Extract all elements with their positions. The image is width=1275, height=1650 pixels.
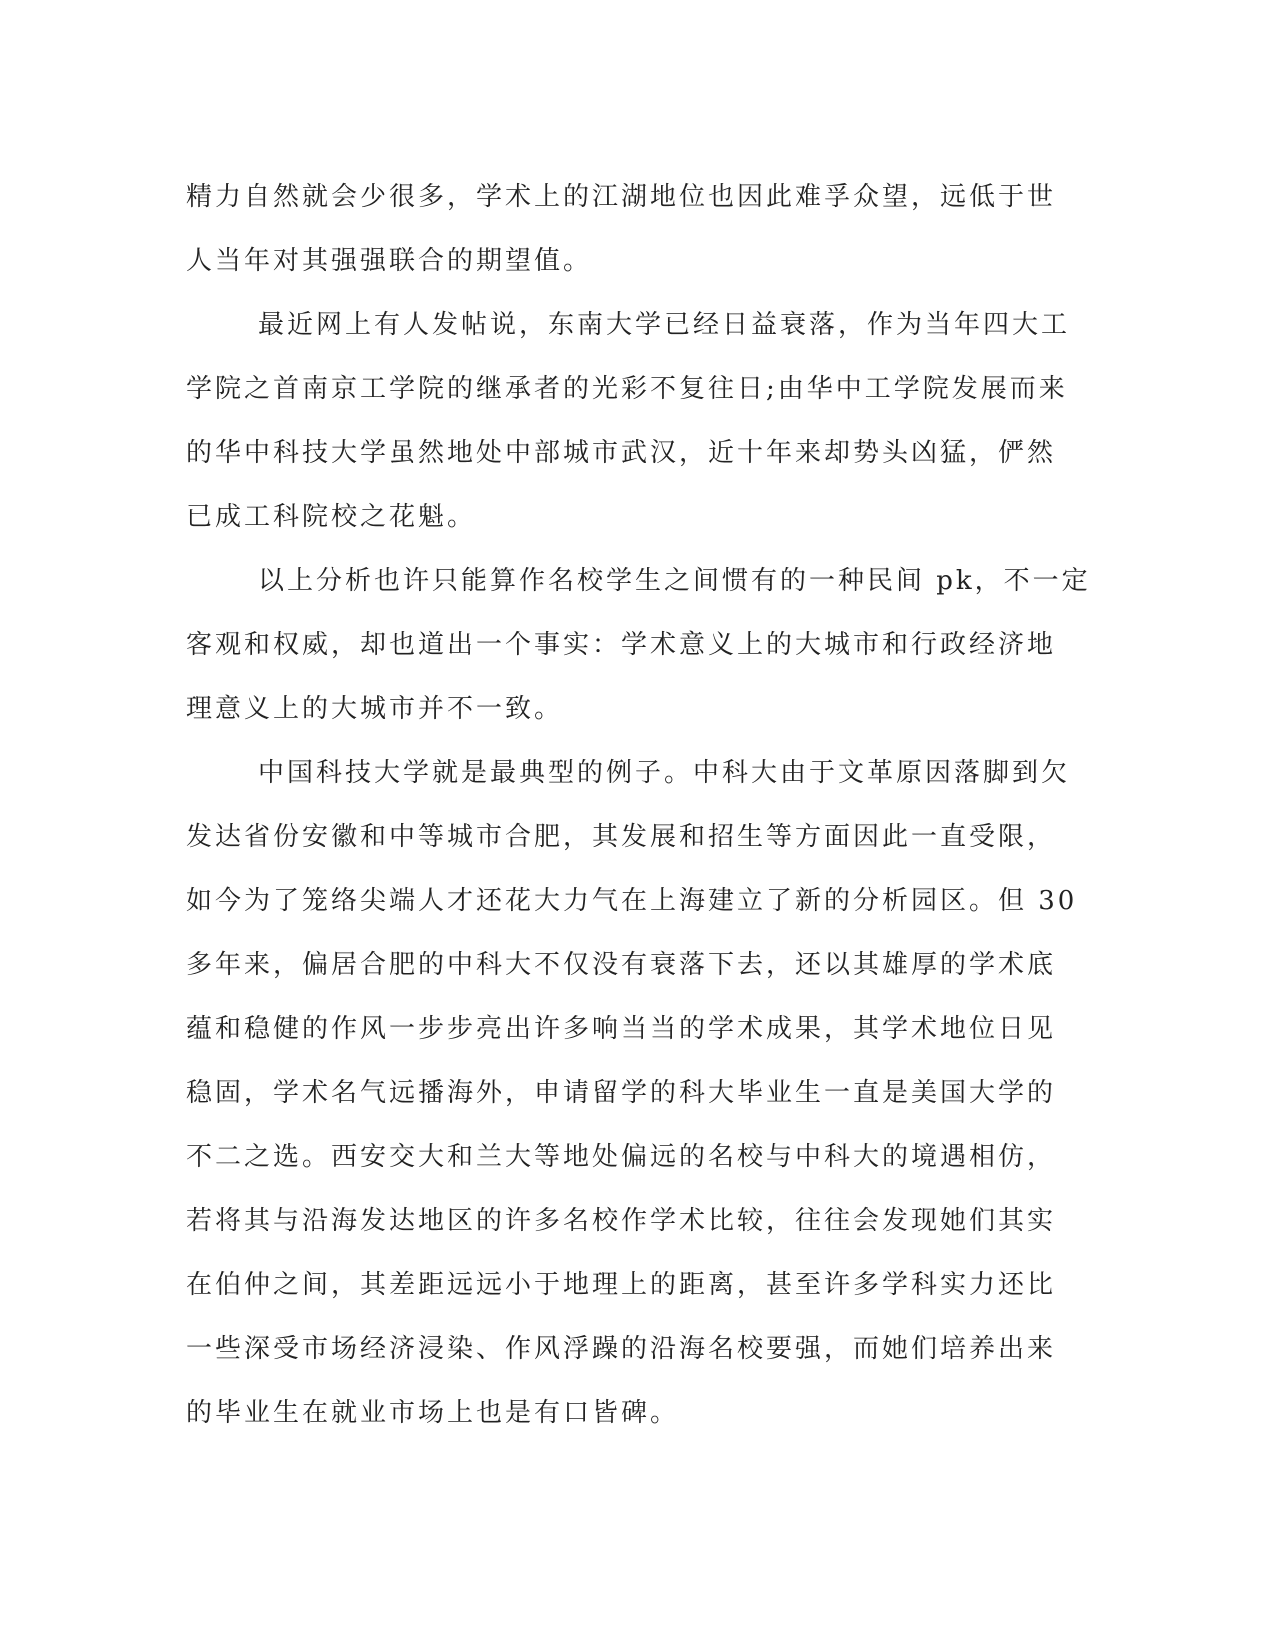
paragraph-line: 理意义上的大城市并不一致。 <box>186 694 564 724</box>
paragraph-line: 的毕业生在就业市场上也是有口皆碑。 <box>186 1398 680 1428</box>
paragraph-line: 多年来，偏居合肥的中科大不仅没有衰落下去，还以其雄厚的学术底 <box>186 950 1057 980</box>
paragraph-line: 中国科技大学就是最典型的例子。中科大由于文革原因落脚到欠 <box>258 758 1071 788</box>
body-paragraph <box>186 549 1091 741</box>
paragraph-line: 在伯仲之间，其差距远远小于地理上的距离，甚至许多学科实力还比 <box>186 1270 1057 1300</box>
paragraph-line: 客观和权威，却也道出一个事实：学术意义上的大城市和行政经济地 <box>186 630 1057 660</box>
paragraph-line: 发达省份安徽和中等城市合肥，其发展和招生等方面因此一直受限， <box>186 822 1057 852</box>
paragraph-line: 的华中科技大学虽然地处中部城市武汉，近十年来却势头凶猛，俨然 <box>186 438 1057 468</box>
body-paragraph <box>186 165 1056 293</box>
paragraph-line: 不二之选。西安交大和兰大等地处偏远的名校与中科大的境遇相仿， <box>186 1142 1057 1172</box>
paragraph-line: 已成工科院校之花魁。 <box>186 502 477 532</box>
paragraph-line: 最近网上有人发帖说，东南大学已经日益衰落，作为当年四大工 <box>258 310 1071 340</box>
document-body <box>186 165 1091 1445</box>
paragraph-line: 以上分析也许只能算作名校学生之间惯有的一种民间 pk，不一定 <box>258 566 1091 596</box>
paragraph-line: 若将其与沿海发达地区的许多名校作学术比较，往往会发现她们其实 <box>186 1206 1057 1236</box>
paragraph-line: 人当年对其强强联合的期望值。 <box>186 246 593 276</box>
body-paragraph <box>186 741 1078 1445</box>
body-paragraph <box>186 293 1071 549</box>
paragraph-line: 稳固，学术名气远播海外，申请留学的科大毕业生一直是美国大学的 <box>186 1078 1057 1108</box>
paragraph-line: 一些深受市场经济浸染、作风浮躁的沿海名校要强，而她们培养出来 <box>186 1334 1057 1364</box>
paragraph-line: 如今为了笼络尖端人才还花大力气在上海建立了新的分析园区。但 30 <box>186 886 1078 916</box>
paragraph-line: 蕴和稳健的作风一步步亮出许多响当当的学术成果，其学术地位日见 <box>186 1014 1057 1044</box>
paragraph-line: 学院之首南京工学院的继承者的光彩不复往日;由华中工学院发展而来 <box>186 374 1068 404</box>
paragraph-line: 精力自然就会少很多，学术上的江湖地位也因此难孚众望，远低于世 <box>186 182 1057 212</box>
